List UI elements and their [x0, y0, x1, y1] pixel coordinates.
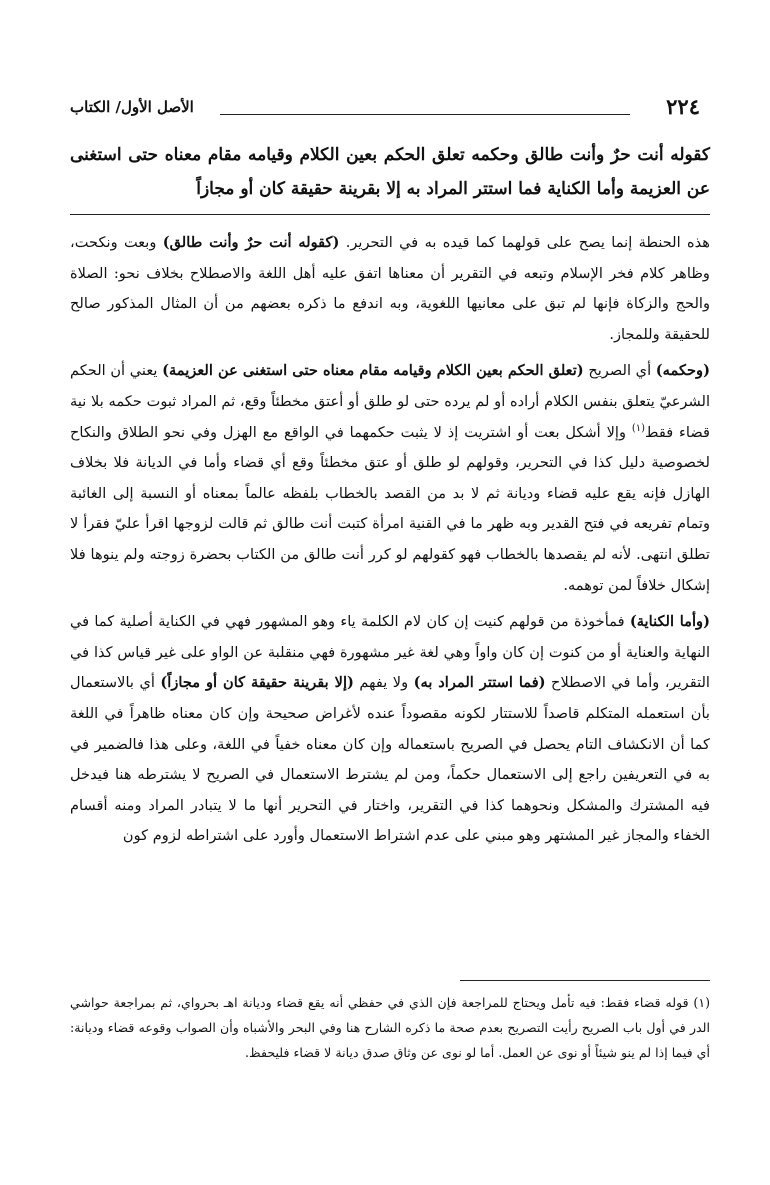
commentary-text: يعني أن الحكم الشرعيّ يتعلق بنفس الكلام أراده أو لم يرده حتى لو طلق أو أعتق مخطئاً وقع، ثم المراد ثبوت حكمه بلا نية قضاء فقط [70, 362, 710, 441]
quoted-matn: (وأما الكناية) [629, 613, 710, 631]
page-number: ٢٢٤ [666, 94, 700, 119]
header-rule [220, 114, 630, 115]
quoted-matn: (إلا بقرينة حقيقة كان أو مجازاً) [160, 674, 354, 692]
quoted-matn: (وحكمه) [655, 362, 710, 380]
footnote-reference[interactable]: (١) [631, 422, 646, 434]
quoted-matn: (فما استتر المراد به) [413, 674, 546, 692]
quoted-matn: (تعلق الحكم بعين الكلام وقيامه مقام معناه حتى استغنى عن العزيمة) [162, 362, 584, 380]
commentary-text: أي بالاستعمال بأن استعمله المتكلم قاصداً للاستتار لكونه مقصوداً عنده لأغراض صحيحة وإن كان معناه ظاهراً في اللغة كما أن الانكشاف التام يحصل في الصريح باستعماله وإن كان معناه خفياً في اللغة، وعلى هذا فالضمير في به في التعريفين راجع إلى الاستعمال حكماً، ومن لم يشترط الاستعمال في الصريح لا يشترطه هنا فيدخل فيه المشترك والمشكل ونحوهما كذا في التقرير، واختار في التحرير أنها ما لا يتبادر المراد ومنه أقسام الخفاء والمجاز غير المشتهر وهو مبني على عدم اشتراط الاستعمال وأورد على اشتراطه لزوم كون [70, 674, 710, 845]
commentary-text: وبعت ونكحت، وظاهر كلام فخر الإسلام وتبعه في التقرير أن معناها اتفق عليه أهل اللغة والاصطلاح بخلاف نحو: الصلاة والحج والزكاة فإنها لم تبق على معانيها اللغوية، وبه اندفع ما ذكره بعضهم من أن المثال المذكور صالح للحقيقة وللمجاز. [70, 234, 710, 343]
commentary-text: أي الصريح [583, 362, 656, 380]
commentary-paragraph [70, 228, 710, 350]
quoted-matn: (كقوله أنت حرٌ وأنت طالق) [162, 234, 340, 251]
commentary-text: هذه الحنطة إنما يصح على قولهما كما قيده به في التحرير. [339, 234, 710, 251]
commentary-paragraph [70, 356, 710, 601]
running-title: الأصل الأول/ الكتاب [70, 98, 194, 116]
main-text-divider [70, 214, 710, 215]
commentary-text: ولا يفهم [353, 674, 414, 692]
footnote-divider [460, 980, 710, 981]
footnote: (١) قوله قضاء فقط: فيه تأمل ويحتاج للمراجعة فإن الذي في حفظي أنه يقع قضاء وديانة اهـ بحرواي، ثم بمراجعة حواشي الدر في أول باب الصريح رأيت التصريح بعدم صحة ما ذكره الشارح هنا وفي البحر والأشباه وأن الصواب وقوعه قضاء وديانة: أي فيما إذا لم ينو شيئاً أو نوى عن العمل. أما لو نوى عن وثاق صدق ديانة لا قضاء فليحفظ. [70, 995, 710, 1060]
commentary [70, 228, 710, 858]
commentary-text: وإلا أشكل بعت أو اشتريت إذ لا يثبت حكمهما في الواقع مع الهزل وفي نحو الطلاق والنكاح لخصوصية دليل كذا في التحرير، وقولهم لو طلق أو عتق مخطئاً وقع أي قضاء وأما في الديانة فلا بخلاف الهازل فإنه يقع عليه قضاء وديانة ثم لا بد من القصد بالخطاب بلفظه عالماً بمعناه أو النسبة إلى الغائبة وتمام تفريعه في فتح القدير وبه ظهر ما في القنية امرأة كتبت أنت طالق ثم قالت لزوجها اقرأ عليّ فقرأ لا تطلق انتهى. لأنه لم يقصدها بالخطاب فهو كقولهم لو كرر أنت طالق من الكتاب بحضرة زوجته ولم ينوها فلا إشكال خلافاً لمن توهمه. [70, 423, 710, 594]
commentary-text: فمأخوذة من قولهم كنيت إن كان لام الكلمة ياء وهو المشهور فهي في الكناية أصلية كما في النهاية والعناية أو من كنوت إن كان واواً وهي لغة غير مشهورة فهي منقلبة عن الواو على غير قياس كذا في التقرير، وأما في الاصطلاح [70, 613, 710, 692]
commentary-paragraph [70, 607, 710, 852]
page-header [70, 92, 700, 122]
main-text: كقوله أنت حرٌ وأنت طالق وحكمه تعلق الحكم بعين الكلام وقيامه مقام معناه حتى استغنى عن العزيمة وأما الكناية فما استتر المراد به إلا بقرينة حقيقة كان أو مجازاً [70, 145, 710, 199]
